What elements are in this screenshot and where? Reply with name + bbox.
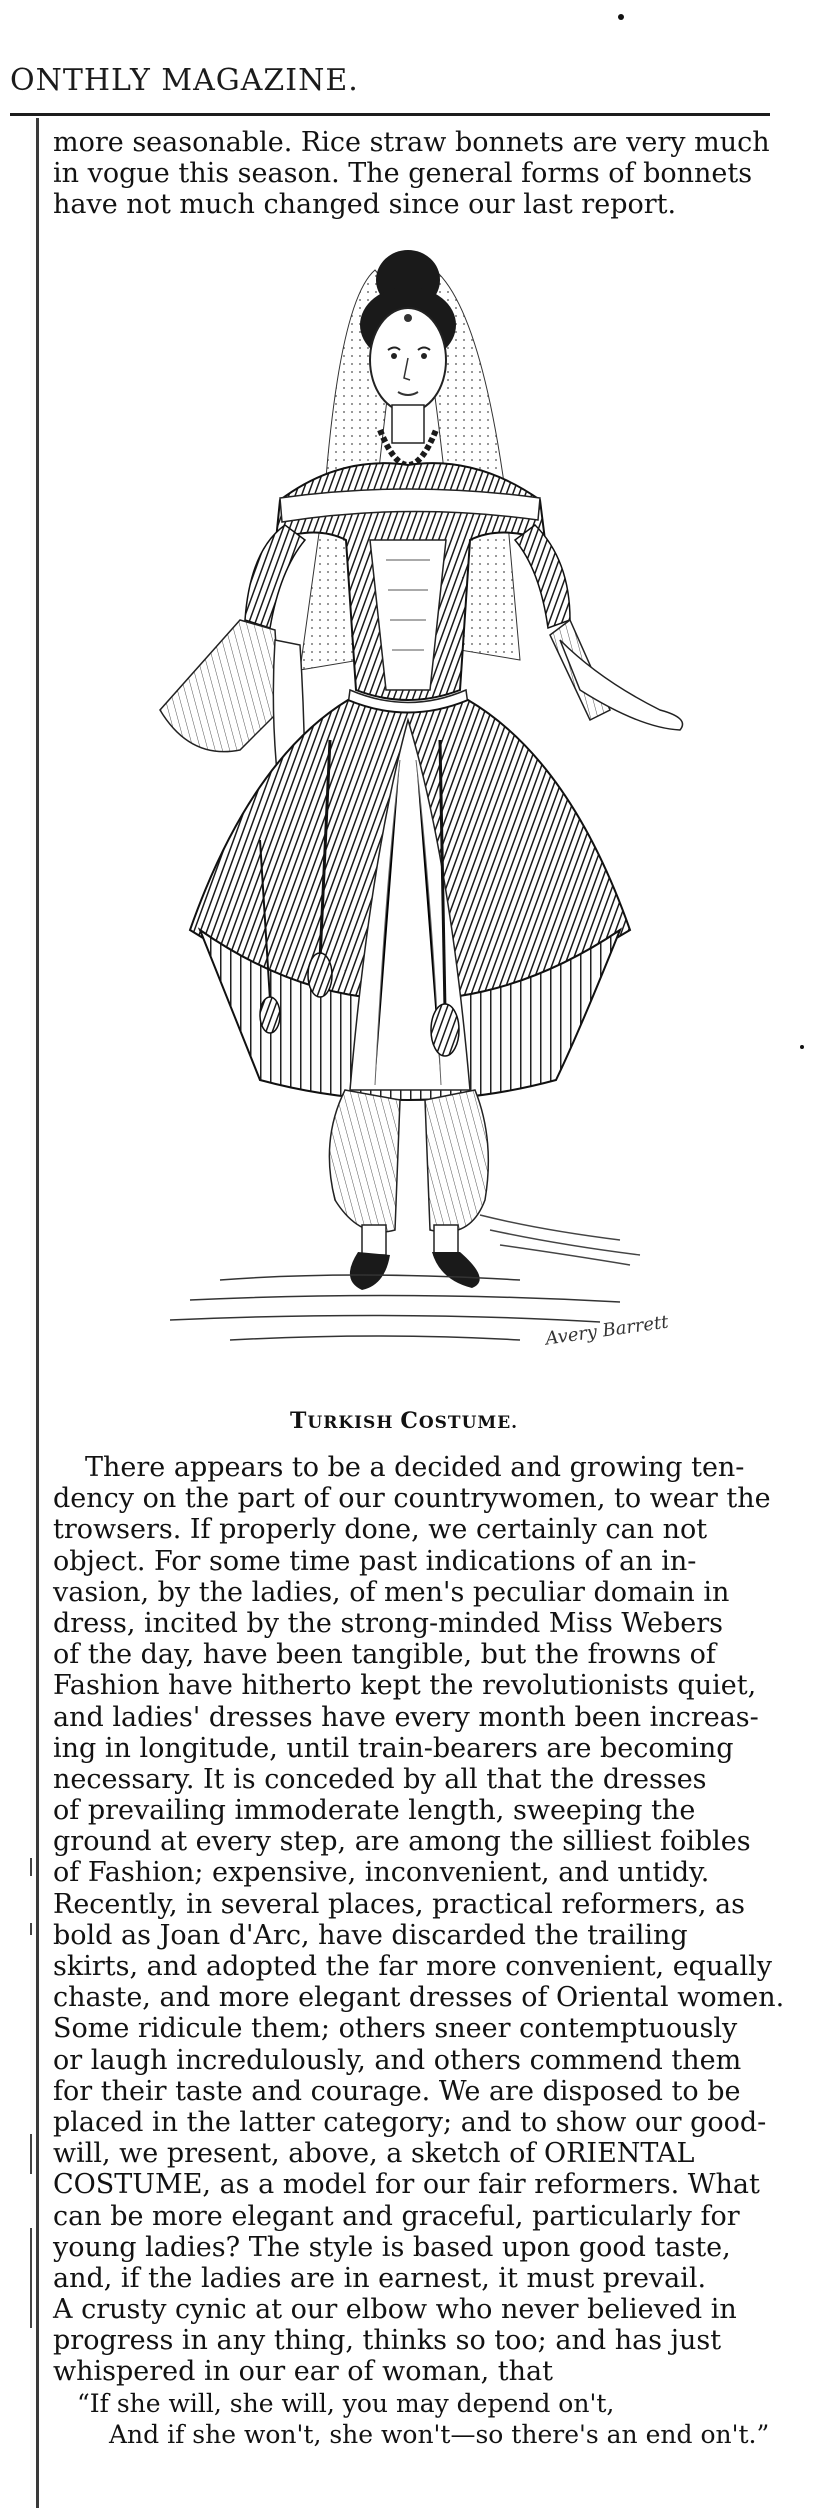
text-line: in vogue this season. The general forms of bonnets	[53, 158, 753, 190]
caption-initial: C	[400, 1408, 419, 1434]
text-line: of prevailing immoderate length, sweeping the	[53, 1795, 696, 1827]
text-line: skirts, and adopted the far more convenient, equally	[53, 1951, 772, 1982]
text-line: A crusty cynic at our elbow who never believed in	[53, 2294, 737, 2326]
column-rule	[36, 118, 39, 2508]
engraver-signature: Avery Barrett	[544, 1311, 670, 1350]
woman-in-turkish-costume-icon	[100, 240, 720, 1390]
turkish-costume-engraving	[100, 240, 720, 1390]
text-line: Recently, in several places, practical reformers, as	[53, 1888, 745, 1920]
margin-mark	[30, 2134, 32, 2174]
text-line: trowsers. If properly done, we certainly can not	[53, 1514, 708, 1546]
text-line: ground at every step, are among the silliest foibles	[53, 1826, 751, 1858]
text-line: dress, incited by the strong-minded Miss Webers	[53, 1607, 723, 1639]
text-line: COSTUME, as a model for our fair reformers. What	[53, 2169, 760, 2201]
text-line: will, we present, above, a sketch of ORIENTAL	[53, 2138, 695, 2170]
text-line: more seasonable. Rice straw bonnets are very much	[53, 127, 770, 158]
text-line: vasion, by the ladies, of men's peculiar domain in	[53, 1576, 730, 1608]
text-line: bold as Joan d'Arc, have discarded the trailing	[53, 1919, 688, 1951]
text-line: necessary. It is conceded by all that the dresses	[53, 1763, 707, 1795]
ink-dot	[618, 14, 624, 20]
margin-mark	[30, 1923, 32, 1935]
text-line: or laugh incredulously, and others commend them	[53, 2044, 742, 2076]
text-line: chaste, and more elegant dresses of Oriental women.	[53, 1982, 785, 2014]
text-line: object. For some time past indications of an in-	[53, 1545, 697, 1577]
text-line: young ladies? The style is based upon good taste,	[53, 2231, 731, 2263]
running-header: ONTHLY MAGAZINE.	[10, 63, 359, 98]
text-line: and ladies' dresses have every month been increas-	[53, 1701, 759, 1733]
caption-smallcaps: URKISH	[307, 1413, 401, 1433]
caption-initial: T	[290, 1408, 308, 1434]
text-line: progress in any thing, thinks so too; and has just	[53, 2325, 722, 2357]
text-line: whispered in our ear of woman, that	[53, 2356, 553, 2388]
text-line: have not much changed since our last report.	[53, 189, 677, 221]
text-line: There appears to be a decided and growing ten-	[85, 1452, 745, 1483]
text-line: Fashion have hitherto kept the revolutionists quiet,	[53, 1670, 757, 1702]
text-line: of the day, have been tangible, but the frowns of	[53, 1639, 716, 1671]
text-line: for their taste and courage. We are disposed to be	[53, 2075, 741, 2107]
intro-paragraph	[53, 127, 770, 221]
text-line: of Fashion; expensive, inconvenient, and untidy.	[53, 1857, 710, 1889]
text-line: and, if the ladies are in earnest, it must prevail.	[53, 2262, 707, 2294]
margin-mark	[30, 1858, 32, 1876]
text-line: ing in longitude, until train-bearers are becoming	[53, 1732, 734, 1764]
ink-dot	[800, 1045, 804, 1049]
article-body	[53, 1452, 785, 2450]
poem-line: “If she will, she will, you may depend on't,	[77, 2388, 615, 2418]
caption-smallcaps: OSTUME.	[418, 1413, 519, 1433]
header-rule	[10, 113, 770, 116]
illustration-caption	[290, 1407, 610, 1437]
text-line: dency on the part of our countrywomen, to wear the	[53, 1483, 771, 1515]
text-line: placed in the latter category; and to show our good-	[53, 2106, 767, 2138]
poem-line: And if she won't, she won't—so there's an end on't.”	[109, 2419, 770, 2449]
text-line: can be more elegant and graceful, particularly for	[53, 2200, 740, 2232]
margin-mark	[30, 2228, 32, 2328]
text-line: Some ridicule them; others sneer contemptuously	[53, 2013, 738, 2045]
